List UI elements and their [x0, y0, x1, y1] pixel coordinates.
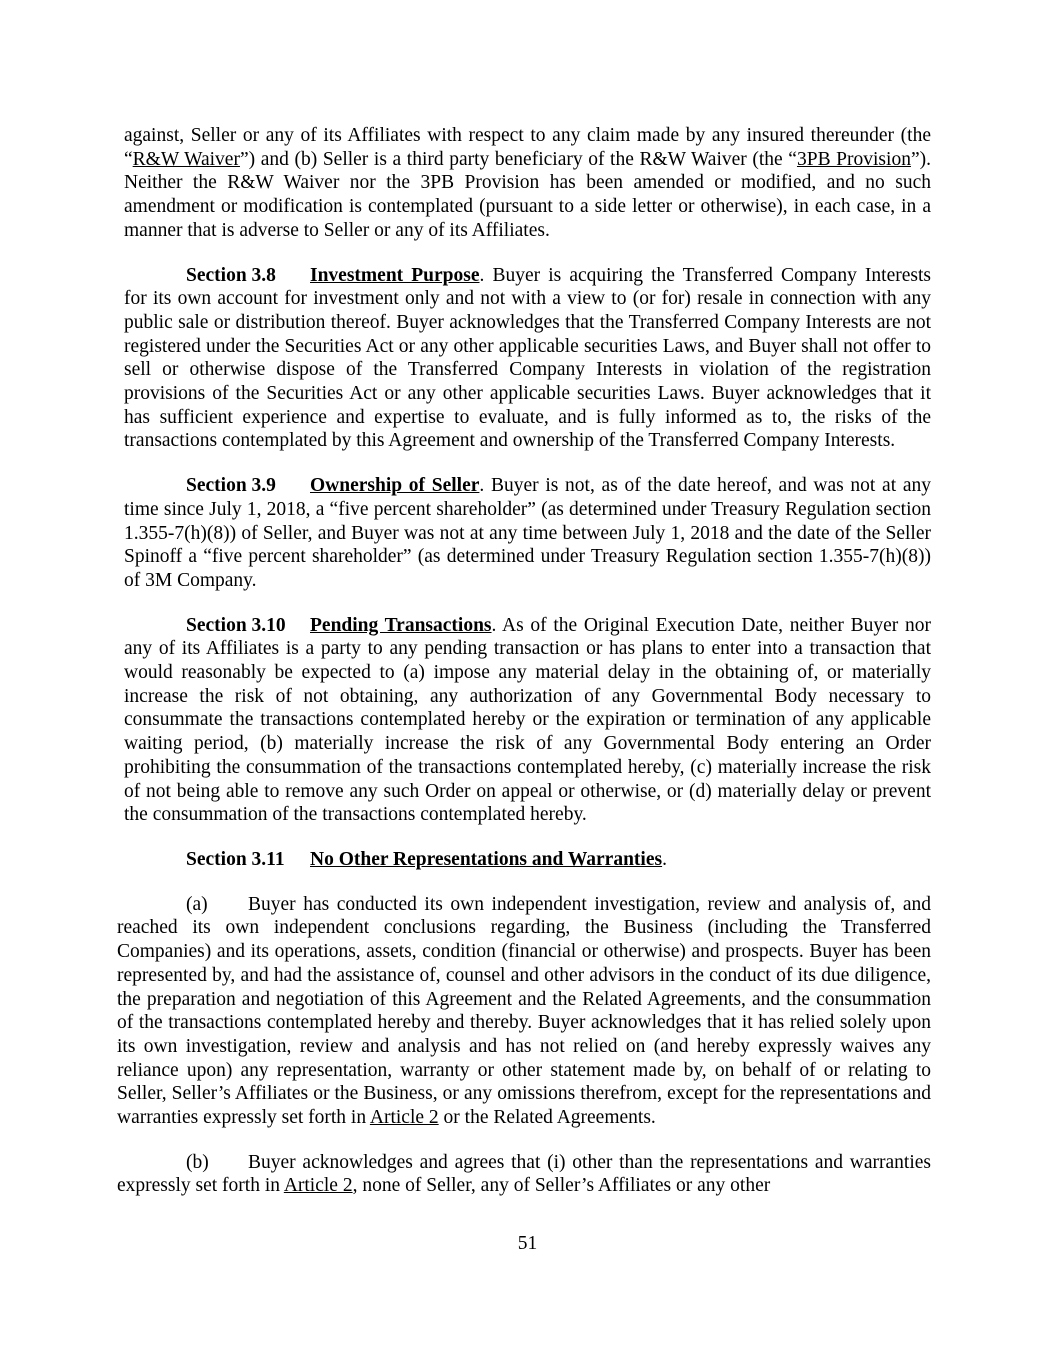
section-body: . Buyer is acquiring the Transferred Company Interests for its own account for investment only and not with a view to (or for) resale in connection with any public sale or distribution thereof. Buyer acknowledges that the Transferred Company Interests are not registered under the Securities Act or any other applicable securities Laws, and Buyer shall not offer to sell or otherwise dispose of the Transferred Company Interests in violation of the registration provisions of the Securities Act or any other applicable securities Laws. Buyer acknowledges that it has sufficient experience and expertise to evaluate, and is fully informed as to, the risks of the transactions contemplated by this Agreement and ownership of the Transferred Company Interests. [124, 264, 931, 452]
section-number: Section 3.11 [186, 848, 285, 870]
article-2-reference: Article 2 [369, 1107, 439, 1129]
paragraph-continuation [124, 124, 931, 243]
section-3-11 [124, 848, 931, 872]
section-title: Ownership of Seller [310, 475, 480, 497]
section-tail: . [662, 848, 667, 870]
section-3-9 [124, 474, 931, 593]
subsection-label: (a) [186, 893, 208, 915]
section-number: Section 3.8 [186, 264, 276, 286]
subsection-tail: , none of Seller, any of Seller’s Affiliates or any other [352, 1175, 771, 1197]
document-page [117, 124, 931, 1219]
subsection-label: (b) [186, 1151, 209, 1173]
section-title: Investment Purpose [310, 264, 480, 286]
text-run: ”) and (b) Seller is a third party beneficiary of the R&W Waiver (the “ [239, 148, 797, 170]
subsection-body: Buyer acknowledges and agrees that (i) other than the representations and warranties expressly set forth in [117, 1151, 931, 1197]
article-2-reference: Article 2 [283, 1175, 353, 1197]
text-run: ”). Neither the R&W Waiver nor the 3PB Provision has been amended or modified, and no such amendment or modification is contemplated (pursuant to a side letter or otherwise), in each case, in a manner that is adverse to Seller or any of its Affiliates. [124, 148, 931, 241]
defined-term-3pb-provision: 3PB Provision [796, 148, 911, 170]
section-number: Section 3.9 [186, 475, 276, 497]
section-body: . Buyer is not, as of the date hereof, and was not at any time since July 1, 2018, a “five percent shareholder” (as determined under Treasury Regulation section 1.355-7(h)(8)) of Seller, and Buyer was not at any time between July 1, 2018 and the date of the Seller Spinoff a “five percent shareholder” (as determined under Treasury Regulation section 1.355-7(h)(8)) of 3M Company. [124, 475, 931, 591]
section-title: No Other Representations and Warranties [310, 848, 663, 870]
subsection-body: Buyer has conducted its own independent investigation, review and analysis of, and reached its own independent conclusions regarding, the Business (including the Transferred Companies) and its operations, assets, condition (financial or otherwise) and prospects. Buyer has been represented by, and had the assistance of, counsel and other advisors in the conduct of its due diligence, the preparation and negotiation of this Agreement and the Related Agreements, and the consummation of the transactions contemplated hereby and thereby. Buyer acknowledges that it has relied solely upon its own investigation, review and analysis and has not relied on (and hereby expressly waives any reliance upon) any representation, warranty or other statement made by, on behalf of or relating to Seller, Seller’s Affiliates or the Business, or any omissions therefrom, except for the representations and warranties expressly set forth in [117, 893, 931, 1129]
defined-term-rw-waiver: R&W Waiver [132, 148, 240, 170]
text-run: against, Seller or any of its Affiliates with respect to any claim made by any insured thereunder (the “ [124, 125, 931, 170]
section-body: . As of the Original Execution Date, neither Buyer nor any of its Affiliates is a party to any pending transaction or has plans to enter into a transaction that would reasonably be expected to (a) impose any material delay in the obtaining of, or materially increase the risk of not obtaining, any authorization of any Governmental Body necessary to consummate the transactions contemplated hereby or the expiration or termination of any applicable waiting period, (b) materially increase the risk of any Governmental Body entering an Order prohibiting the consummation of the transactions contemplated hereby, (c) materially increase the risk of not being able to remove any such Order on appeal or otherwise, or (d) materially delay or prevent the consummation of the transactions contemplated hereby. [124, 614, 931, 826]
section-number: Section 3.10 [186, 614, 286, 636]
subsection-a [117, 893, 931, 1130]
subsection-b [117, 1151, 931, 1198]
section-title: Pending Transactions [310, 614, 492, 636]
page-number: 51 [517, 1233, 538, 1254]
subsection-tail: or the Related Agreements. [438, 1107, 656, 1129]
section-3-10 [124, 614, 931, 827]
section-3-8 [124, 264, 931, 454]
